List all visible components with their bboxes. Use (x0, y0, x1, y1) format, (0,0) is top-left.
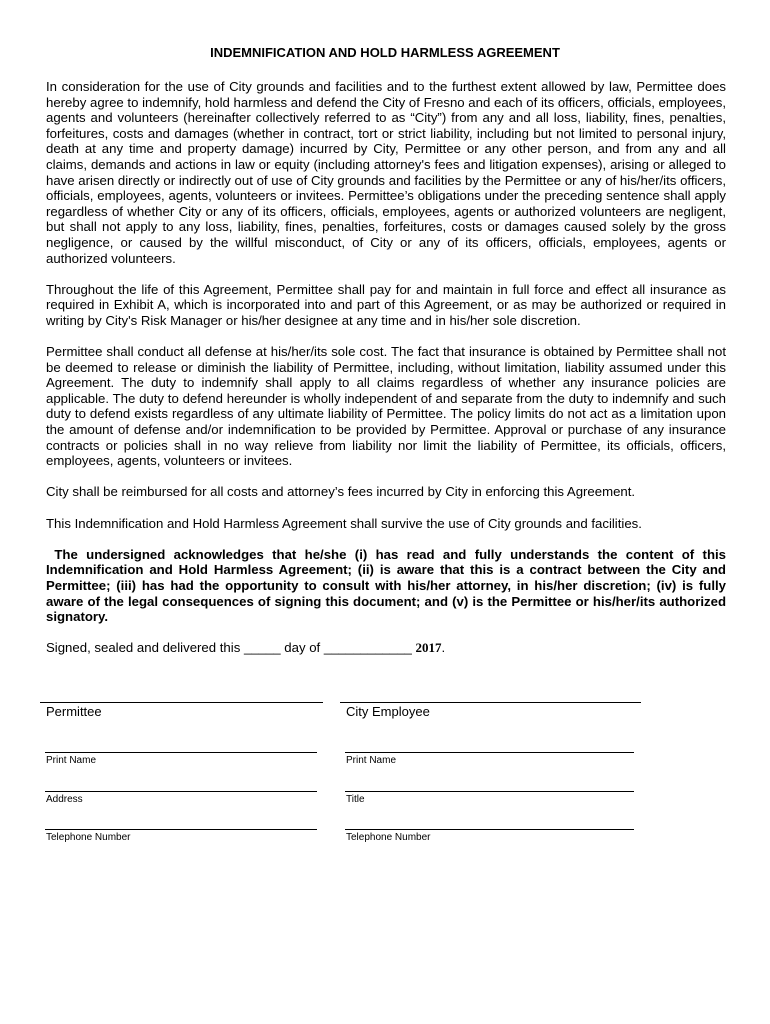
paragraph-acknowledgment: The undersigned acknowledges that he/she (i) has read and fully understands the content of this Indemnification and Hold Harmless Agreement; (ii) is aware that this is a contract between the City and Permittee; (iii) has had the opportunity to consult with his/her attorney, in his/her discretion; (iv) is fully aware of the legal consequences of signing this document; and (v) is the Permittee or his/her/its authorized signatory. (46, 546, 730, 625)
permittee-print-name-label: Print Name (46, 755, 97, 766)
permittee-label: Permittee (46, 704, 102, 719)
city-employee-title-label: Title (346, 794, 365, 805)
signed-line (46, 640, 726, 656)
permittee-signature-line[interactable] (40, 702, 323, 703)
paragraph-survival: This Indemnification and Hold Harmless Agreement shall survive the use of City grounds and facilities. (46, 515, 642, 531)
city-employee-title-line[interactable] (345, 791, 634, 792)
signed-suffix: . (441, 640, 446, 656)
city-employee-telephone-line[interactable] (345, 829, 634, 830)
agreement-body (46, 79, 730, 672)
permittee-telephone-label: Telephone Number (46, 832, 131, 843)
city-employee-label: City Employee (346, 704, 430, 719)
signed-prefix: Signed, sealed and delivered this _____ day of ____________ (46, 640, 416, 656)
city-employee-signature-line[interactable] (340, 702, 641, 703)
permittee-print-name-line[interactable] (45, 752, 317, 753)
permittee-address-line[interactable] (45, 791, 317, 792)
city-employee-print-name-line[interactable] (345, 752, 634, 753)
paragraph-indemnify: In consideration for the use of City grounds and facilities and to the furthest extent allowed by law, Permittee does hereby agree to indemnify, hold harmless and defend the City of Fresno and each of its officers, officials, employees, agents and volunteers (hereinafter collectively referred to as “City”) from any and all loss, liability, fines, penalties, forfeitures, costs and damages (whether in contract, tort or strict liability, including but not limited to personal injury, death at any time and property damage) incurred by City, Permittee or any other person, and from any and all claims, demands and actions in law or equity (including attorney's fees and litigation expenses), arising or alleged to have arisen directly or indirectly out of use of City grounds and facilities by the Permittee or any of his/her/its officers, officials, employees, agents, volunteers or invitees. Permittee’s obligations under the preceding sentence shall apply regardless of whether City or any of its officers, officials, employees, agents or authorized volunteers are negligent, but shall not apply to any loss, liability, fines, penalties, forfeitures, costs or damages caused solely by the gross negligence, or caused by the willful misconduct, of City or any of its officers, officials, employees, agents or authorized volunteers. (46, 79, 726, 266)
city-employee-telephone-label: Telephone Number (346, 832, 431, 843)
paragraph-defense: Permittee shall conduct all defense at his/her/its sole cost. The fact that insurance is obtained by Permittee shall not be deemed to release or diminish the liability of Permittee, including, without limitation, liability assumed under this Agreement. The duty to indemnify shall apply to all claims regardless of whether any insurance policies are applicable. The duty to defend hereunder is wholly independent of and separate from the duty to indemnify and such duty to defend exists regardless of any ultimate liability of Permittee. The policy limits do not act as a limitation upon the amount of defense and/or indemnification to be provided by Permittee. Approval or purchase of any insurance contracts or policies shall in no way relieve from liability nor limit the liability of Permittee, its officials, officers, employees, agents, volunteers or invitees. (46, 344, 726, 469)
document-title: INDEMNIFICATION AND HOLD HARMLESS AGREEMENT (210, 45, 560, 60)
permittee-telephone-line[interactable] (45, 829, 317, 830)
permittee-address-label: Address (46, 794, 83, 805)
city-employee-print-name-label: Print Name (346, 755, 397, 766)
paragraph-insurance: Throughout the life of this Agreement, Permittee shall pay for and maintain in full force and effect all insurance as required in Exhibit A, which is incorporated into and part of this Agreement, or as may be authorized or required in writing by City's Risk Manager or his/her designee at any time and in his/her sole discretion. (46, 281, 726, 328)
paragraph-reimbursement: City shall be reimbursed for all costs and attorney’s fees incurred by City in enforcing this Agreement. (46, 484, 636, 500)
signed-year: 2017 (415, 640, 442, 656)
